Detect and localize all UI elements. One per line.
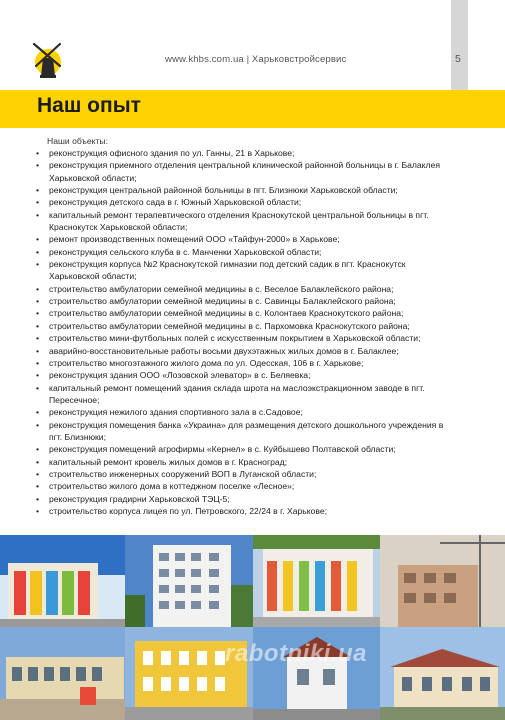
page-edge-tab [451,0,468,90]
watermark: rabotniki.ua [225,640,368,667]
list-item: • аварийно-восстановительные работы восьми двухэтажных жилых домов в г. Балаклее; [36,345,454,357]
list-item: • реконструкция помещения банка «Украина» для размещения детского дошкольного учреждения в пгт. Близнюки; [36,419,454,444]
list-item: • реконструкция офисного здания по ул. Ганны, 21 в Харькове; [36,147,454,159]
page-number: 5 [455,53,461,65]
photo-apartment [125,535,253,627]
list-item: • капитальный ремонт кровель жилых домов в г. Красноград; [36,456,454,468]
windmill-logo [28,36,66,80]
objects-list [36,147,454,517]
list-item: • строительство амбулатории семейной медицины в с. Колонтаев Краснокутского района; [36,307,454,319]
list-item: • строительство жилого дома в коттеджном поселке «Лесное»; [36,480,454,492]
list-item: • ремонт производственных помещений ООО «Тайфун-2000» в Харькове; [36,233,454,245]
list-item: • строительство амбулатории семейной медицины в с. Савинцы Балаклейского района; [36,295,454,307]
list-item: • строительство многоэтажного жилого дома по ул. Одесская, 106 в г. Харькове; [36,357,454,369]
list-item: • реконструкция детского сада в г. Южный Харьковской области; [36,196,454,208]
photo-kindergarten [0,627,125,720]
page-title: Наш опыт [37,94,141,117]
list-item: • реконструкция здания ООО «Лозовской элеватор» в с. Беляевка; [36,369,454,381]
list-item: • строительство мини-футбольных полей с искусственным покрытием в Харьковской области; [36,332,454,344]
list-item: • строительство амбулатории семейной медицины в с. Веселое Балаклейского района; [36,283,454,295]
list-item: • строительство инженерных сооружений ВОП в Луганской области; [36,468,454,480]
list-item: • строительство амбулатории семейной медицины в с. Пархомовка Краснокутского района; [36,320,454,332]
list-item: • реконструкция центральной районной больницы в пгт. Близнюки Харьковской области; [36,184,454,196]
photo-beige-building [380,627,505,720]
photo-construction [380,535,505,627]
header-url: www.khbs.com.ua | Харьковстройсервис [165,54,347,65]
list-item: • реконструкция корпуса №2 Краснокутской гимназии под детский садик в пгт. Краснокутск Харьковской области; [36,258,454,283]
list-item: • реконструкция помещений агрофирмы «Кернел» в с. Куйбышево Полтавской области; [36,443,454,455]
list-item: • реконструкция сельского клуба в с. Манченки Харьковской области; [36,246,454,258]
photo-facade [253,535,380,627]
section-label: Наши объекты: [47,136,108,146]
list-item: • капитальный ремонт помещений здания склада шрота на маслоэкстракционном заводе в пгт. Пересечное; [36,382,454,407]
list-item: • реконструкция градирни Харьковской ТЭЦ-5; [36,493,454,505]
list-item: • строительство корпуса лицея по ул. Петровского, 22/24 в г. Харькове; [36,505,454,517]
list-item: • реконструкция нежилого здания спортивного зала в с.Садовое; [36,406,454,418]
photo-school [0,535,125,627]
list-item: • реконструкция приемного отделения центральной клинической районной больницы в г. Балаклея Харьковской области; [36,159,454,184]
photo-collage [0,535,505,720]
list-item: • капитальный ремонт терапевтического отделения Краснокутской центральной больницы в пгт. Краснокутск Харьковской области; [36,209,454,234]
